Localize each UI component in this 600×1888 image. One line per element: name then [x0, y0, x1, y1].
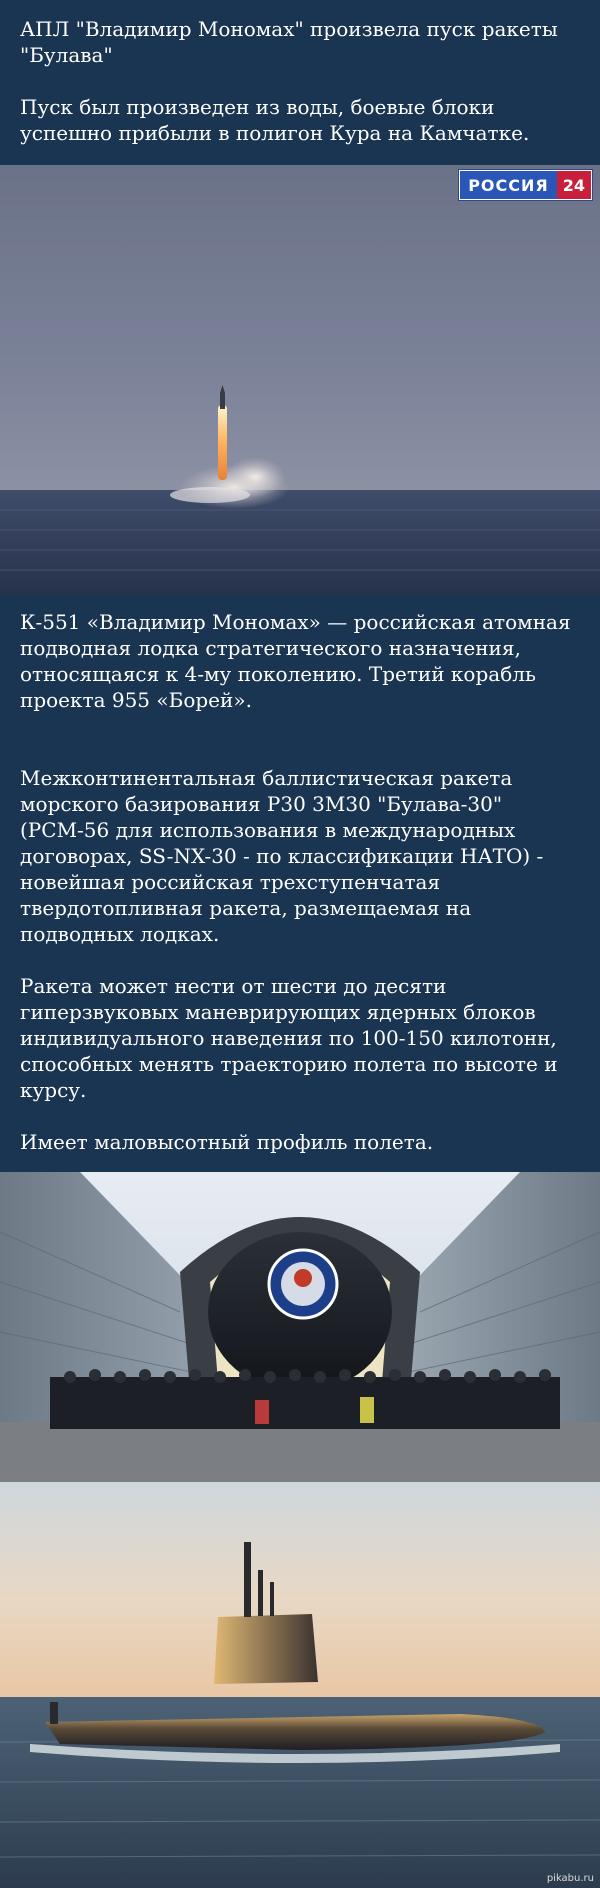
periscope-mast	[244, 1542, 251, 1617]
header-panel	[0, 0, 600, 165]
channel-name: РОССИЯ	[460, 171, 557, 199]
post-title: АПЛ "Владимир Мономах" произвела пуск ракеты "Булава"	[20, 17, 558, 67]
paragraph-missile: Межконтинентальная баллистическая ракета морского базирования Р30 3М30 "Булава-30" (РСМ-56 для использования в международных договорах, SS-NX-30 - по классификации НАТО) - новейшая российская трехступенчатая твердотопливная ракета, размещаемая на подводных лодках.	[20, 766, 544, 946]
exhaust-plume	[218, 405, 227, 480]
missile-body	[220, 393, 225, 409]
channel-number: 24	[557, 171, 591, 199]
description-panel	[0, 595, 600, 1172]
drydock-photo	[0, 1172, 600, 1482]
submarine-scene-image	[0, 1482, 600, 1888]
paragraph-warheads: Ракета может нести от шести до десяти гиперзвуковых маневрирующих ядерных блоков индивидуального наведения по 100-150 килотонн, способных менять траекторию полета по высоте и курсу.	[20, 974, 558, 1102]
submarine-photo	[0, 1482, 600, 1888]
watermark: pikabu.ru	[546, 1873, 594, 1884]
paragraph-profile: Имеет маловысотный профиль полета.	[20, 1130, 434, 1154]
paragraph-submarine: К-551 «Владимир Мономах» — российская атомная подводная лодка стратегического назначения, относящаяся к 4-му поколению. Третий корабль проекта 955 «Борей».	[20, 610, 571, 712]
drydock-scene-image	[0, 1172, 600, 1482]
launch-photo	[0, 165, 600, 595]
submarine-sail	[214, 1614, 318, 1684]
crew-group	[50, 1377, 560, 1429]
channel-logo	[459, 170, 592, 200]
launch-scene-image	[0, 165, 600, 595]
post-subtitle: Пуск был произведен из воды, боевые блоки успешно прибыли в полигон Кура на Камчатке.	[20, 95, 530, 145]
